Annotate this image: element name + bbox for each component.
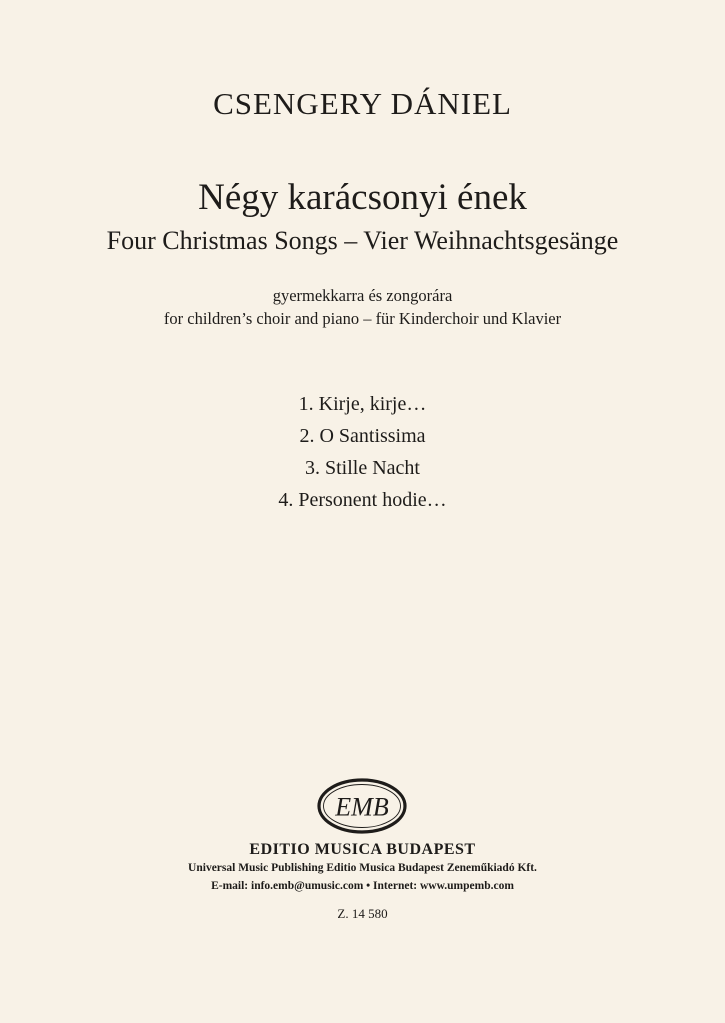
instrumentation-english-german: for children’s choir and piano – für Kinderchoir und Klavier bbox=[163, 309, 562, 328]
logo-text: EMB bbox=[335, 792, 389, 822]
composer-name: CSENGERY DÁNIEL bbox=[213, 86, 512, 121]
publisher-name: EDITIO MUSICA BUDAPEST bbox=[249, 841, 476, 858]
song-item: 4. Personent hodie… bbox=[278, 489, 447, 511]
song-list bbox=[0, 388, 725, 516]
emb-logo bbox=[316, 777, 408, 835]
song-item: 1. Kirje, kirje… bbox=[298, 393, 427, 415]
work-title: Négy karácsonyi ének bbox=[198, 177, 527, 218]
publisher-contact: E-mail: info.emb@umusic.com • Internet: www.umpemb.com bbox=[211, 880, 514, 892]
publisher-full-name: Universal Music Publishing Editio Musica Budapest Zeneműkiadó Kft. bbox=[188, 862, 537, 874]
catalog-number: Z. 14 580 bbox=[337, 906, 388, 921]
song-item: 3. Stille Nacht bbox=[305, 457, 420, 479]
song-item: 2. O Santissima bbox=[299, 425, 426, 447]
instrumentation-hungarian: gyermekkarra és zongorára bbox=[272, 286, 453, 305]
work-subtitle: Four Christmas Songs – Vier Weihnachtsgesänge bbox=[106, 226, 619, 255]
